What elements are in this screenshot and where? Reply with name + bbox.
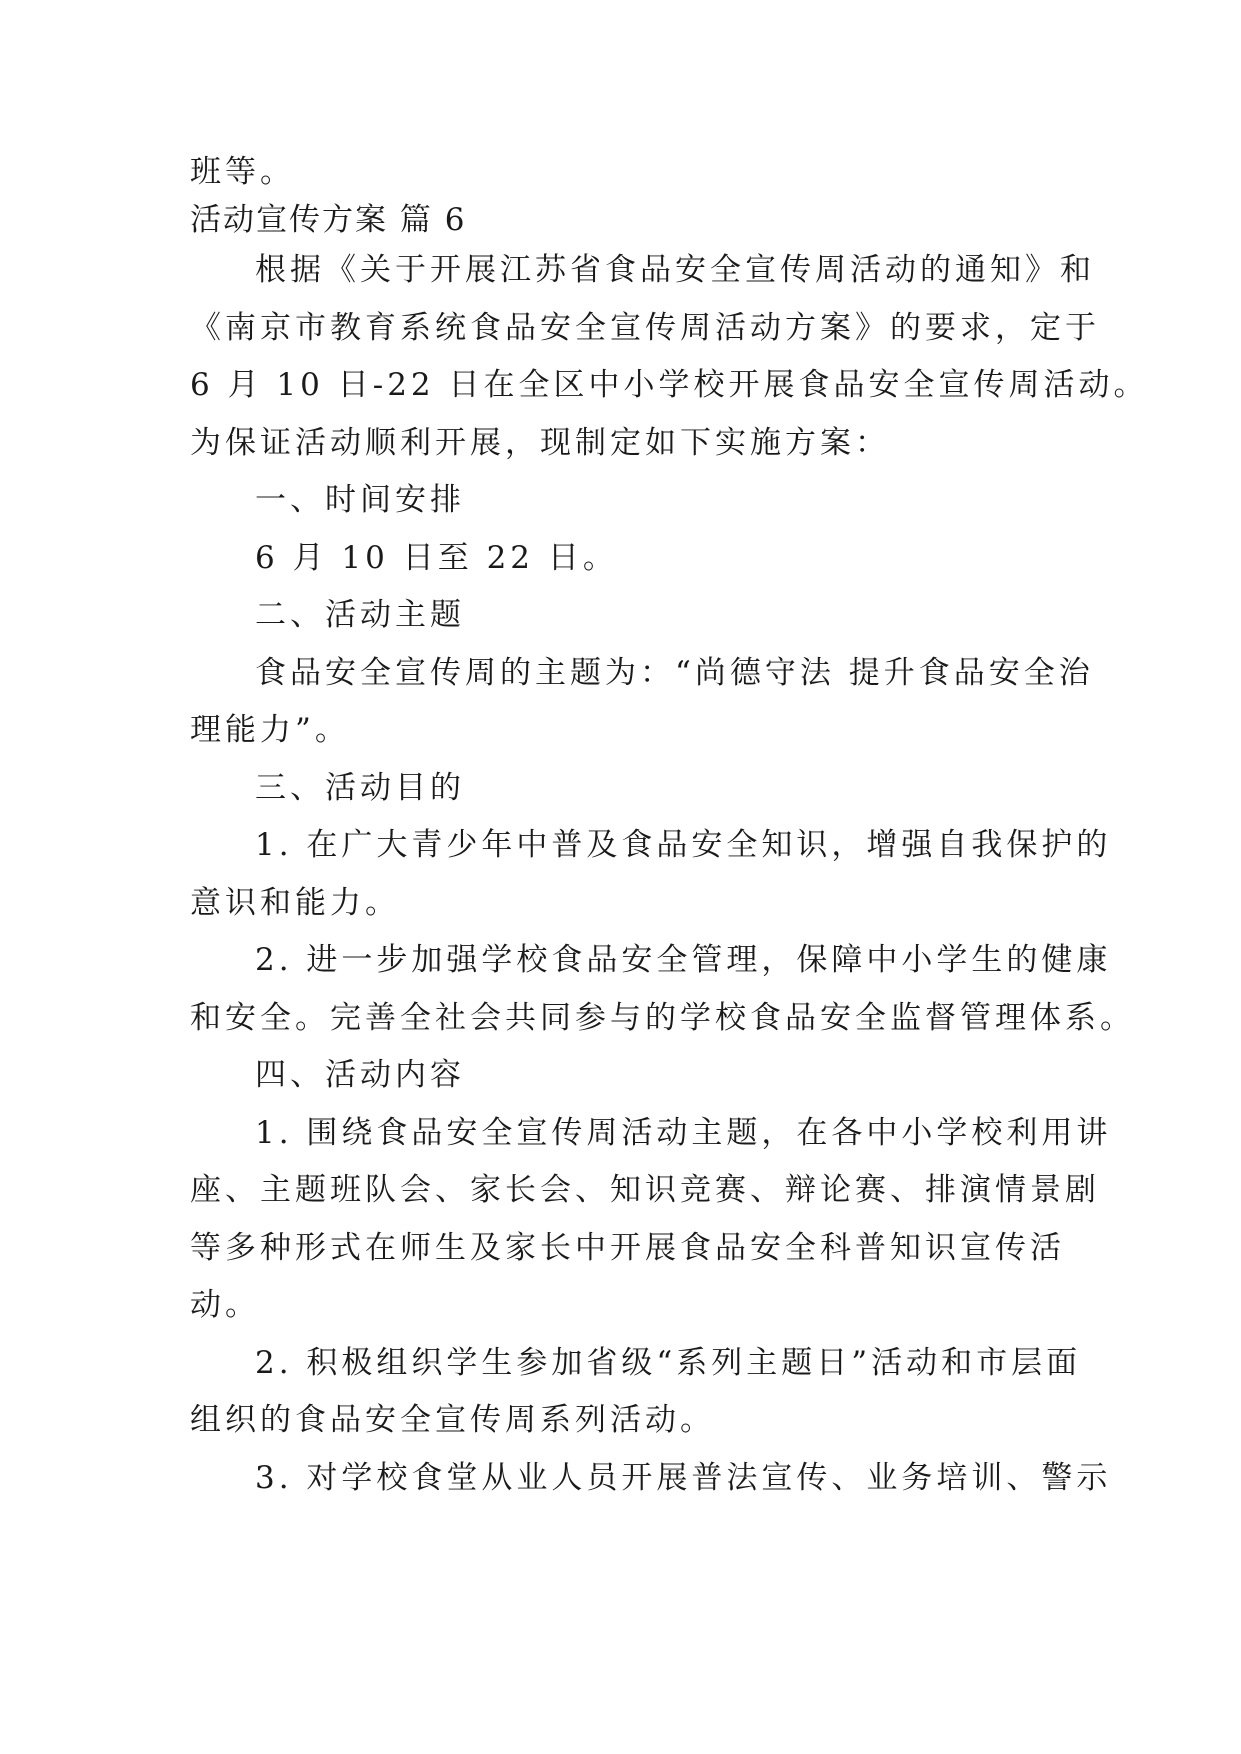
text-line: 班等。 bbox=[190, 154, 295, 190]
paragraph-line: 食品安全宣传周的主题为：“尚德守法 提升食品安全治 bbox=[255, 655, 1094, 691]
list-item: 2. 进一步加强学校食品安全管理，保障中小学生的健康 bbox=[255, 942, 1112, 978]
paragraph-line: 6 月 10 日-22 日在全区中小学校开展食品安全宣传周活动。 bbox=[190, 367, 1149, 403]
paragraph-line: 为保证活动顺利开展，现制定如下实施方案： bbox=[190, 425, 890, 461]
list-item: 和安全。完善全社会共同参与的学校食品安全监督管理体系。 bbox=[190, 1000, 1135, 1036]
list-item: 意识和能力。 bbox=[190, 885, 400, 921]
paragraph-line: 根据《关于开展江苏省食品安全宣传周活动的通知》和 bbox=[255, 252, 1095, 288]
list-item: 等多种形式在师生及家长中开展食品安全科普知识宣传活 bbox=[190, 1230, 1065, 1266]
list-item: 1. 在广大青少年中普及食品安全知识，增强自我保护的 bbox=[255, 827, 1112, 863]
subheading: 一、时间安排 bbox=[255, 482, 465, 518]
list-item: 座、主题班队会、家长会、知识竞赛、辩论赛、排演情景剧 bbox=[190, 1172, 1100, 1208]
list-item: 3. 对学校食堂从业人员开展普法宣传、业务培训、警示 bbox=[255, 1460, 1112, 1496]
section-heading: 活动宣传方案 篇 6 bbox=[190, 202, 467, 238]
paragraph-line: 《南京市教育系统食品安全宣传周活动方案》的要求，定于 bbox=[190, 310, 1100, 346]
paragraph-line: 6 月 10 日至 22 日。 bbox=[255, 540, 618, 576]
list-item: 2. 积极组织学生参加省级“系列主题日”活动和市层面 bbox=[255, 1345, 1082, 1381]
subheading: 二、活动主题 bbox=[255, 597, 465, 633]
list-item: 组织的食品安全宣传周系列活动。 bbox=[190, 1402, 715, 1438]
subheading: 三、活动目的 bbox=[255, 770, 465, 806]
subheading: 四、活动内容 bbox=[255, 1057, 465, 1093]
list-item: 动。 bbox=[190, 1287, 260, 1323]
list-item: 1. 围绕食品安全宣传周活动主题，在各中小学校利用讲 bbox=[255, 1115, 1112, 1151]
paragraph-line: 理能力”。 bbox=[190, 712, 350, 748]
